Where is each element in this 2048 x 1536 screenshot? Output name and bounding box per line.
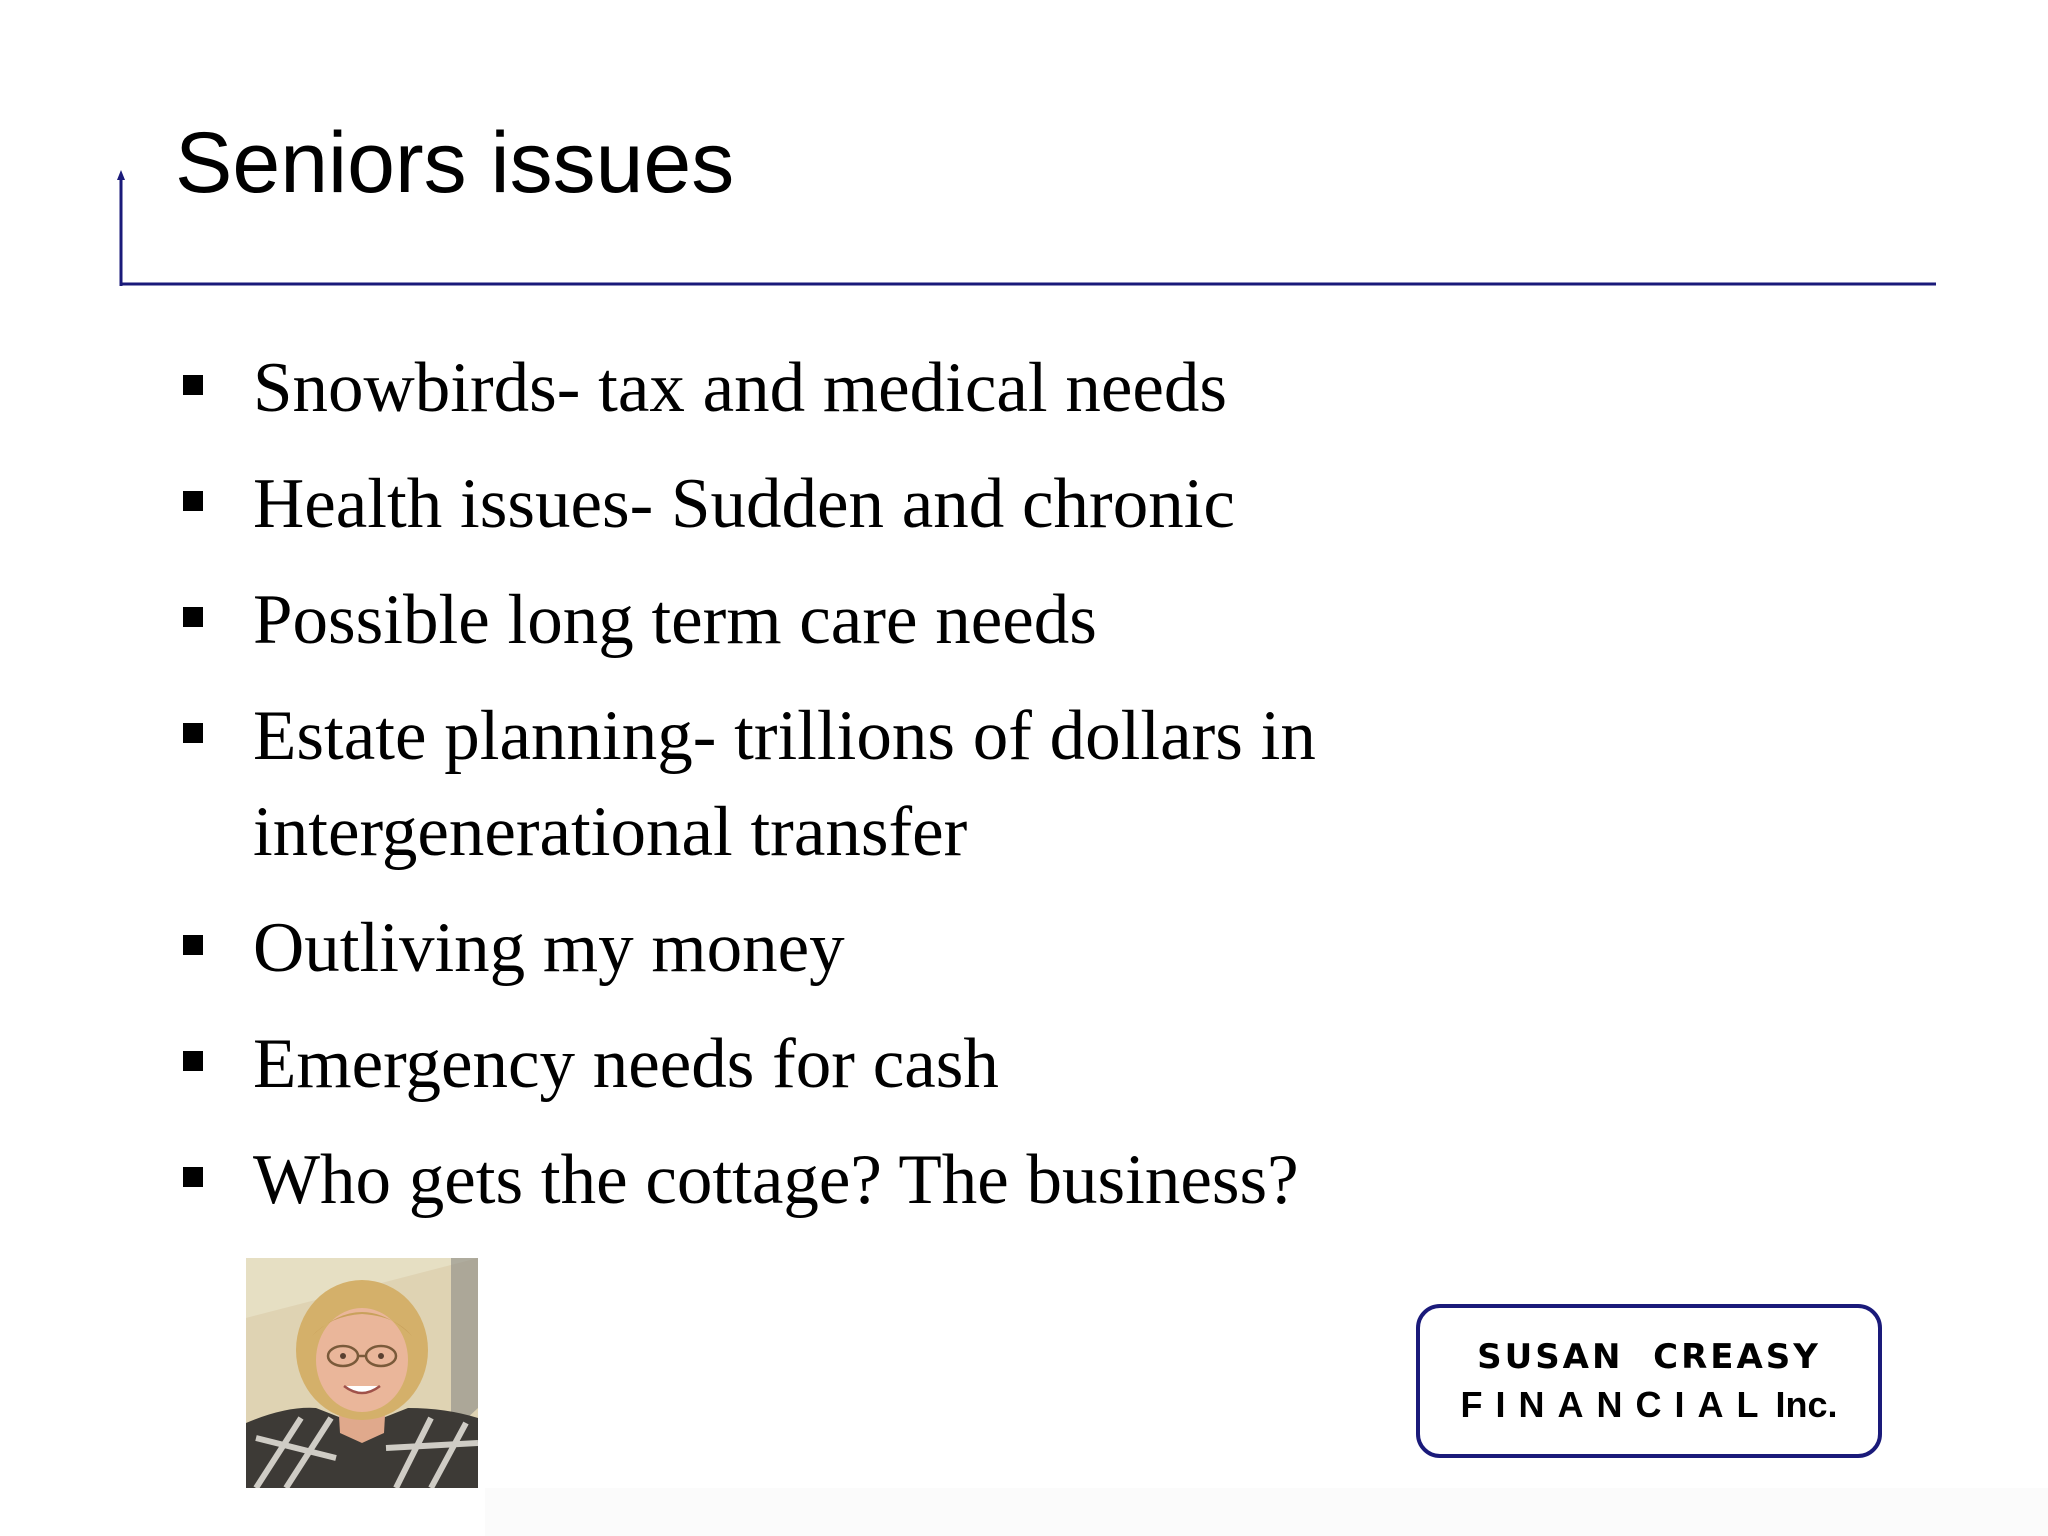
logo-financial-text: FINANCIAL (1460, 1384, 1772, 1425)
bullet-list (180, 340, 1480, 1248)
bullet-item (180, 456, 1480, 552)
presenter-portrait-icon (246, 1258, 478, 1488)
bullet-text: Estate planning- trillions of dollars in intergenerational transfer (253, 697, 1316, 871)
bullet-item (180, 572, 1480, 668)
bullet-item (180, 688, 1480, 880)
bullet-text: Who gets the cottage? The business? (253, 1141, 1299, 1219)
company-logo (1416, 1304, 1882, 1458)
square-bullet-icon (183, 607, 203, 627)
square-bullet-icon (183, 491, 203, 511)
bullet-item (180, 1016, 1480, 1112)
square-bullet-icon (183, 935, 203, 955)
slide-title: Seniors issues (175, 115, 735, 211)
bullet-text: Health issues- Sudden and chronic (253, 465, 1235, 543)
bullet-text: Snowbirds- tax and medical needs (253, 349, 1228, 427)
bullet-text: Emergency needs for cash (253, 1025, 999, 1103)
square-bullet-icon (183, 723, 203, 743)
title-frame-arrow-tip (117, 170, 125, 180)
presenter-photo (246, 1258, 478, 1488)
logo-company-line (1461, 1381, 1838, 1429)
bullet-item (180, 1132, 1480, 1228)
logo-inc-text: Inc. (1775, 1384, 1838, 1425)
square-bullet-icon (183, 375, 203, 395)
bullet-item (180, 340, 1480, 436)
square-bullet-icon (183, 1167, 203, 1187)
bullet-text: Possible long term care needs (253, 581, 1097, 659)
bullet-item (180, 900, 1480, 996)
bullet-text: Outliving my money (253, 909, 845, 987)
logo-name-line: SUSAN CREASY (1477, 1337, 1821, 1377)
square-bullet-icon (183, 1051, 203, 1071)
